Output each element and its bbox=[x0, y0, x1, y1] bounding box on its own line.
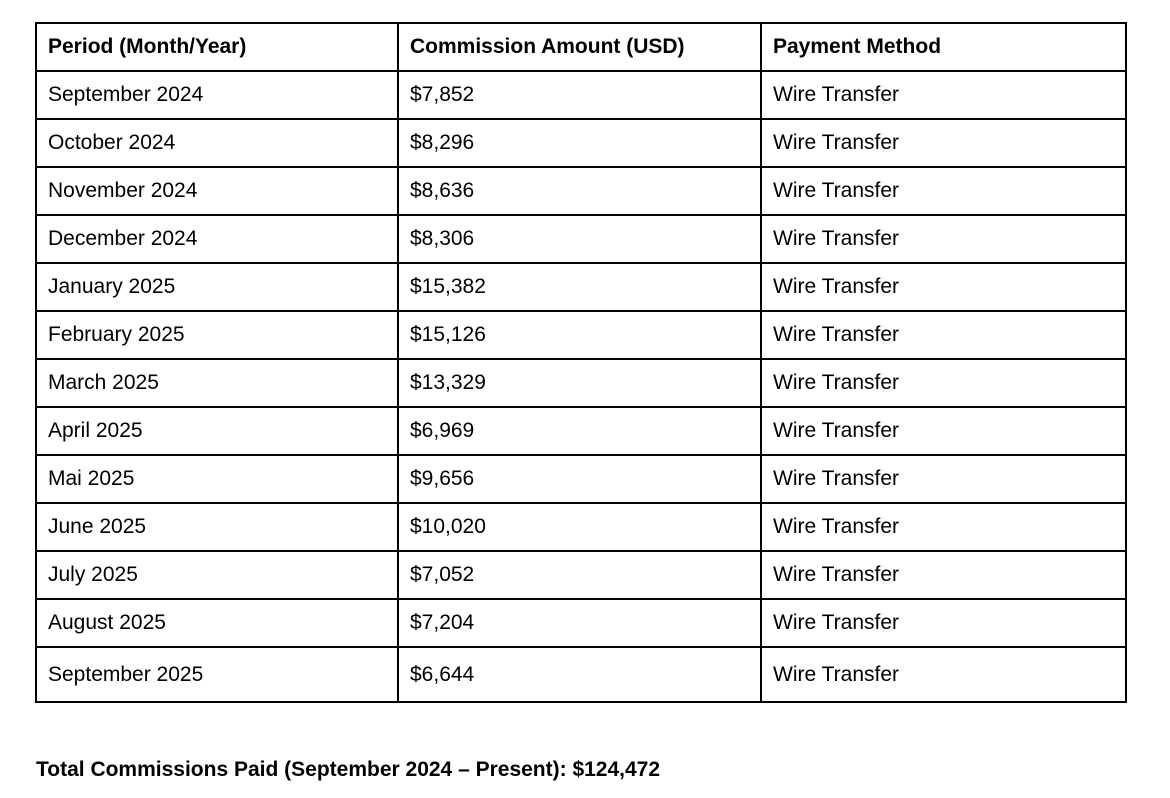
period-cell: Mai 2025 bbox=[36, 455, 398, 503]
payment-method-cell: Wire Transfer bbox=[761, 263, 1126, 311]
period-cell: December 2024 bbox=[36, 215, 398, 263]
table-row bbox=[36, 551, 1126, 599]
period-cell: September 2024 bbox=[36, 71, 398, 119]
payment-method-cell: Wire Transfer bbox=[761, 599, 1126, 647]
period-cell: November 2024 bbox=[36, 167, 398, 215]
amount-cell: $10,020 bbox=[398, 503, 761, 551]
table-row bbox=[36, 455, 1126, 503]
table-row bbox=[36, 503, 1126, 551]
total-commissions-summary: Total Commissions Paid (September 2024 – Present): $124,472 bbox=[36, 758, 661, 781]
amount-cell: $6,644 bbox=[398, 647, 761, 702]
period-cell: January 2025 bbox=[36, 263, 398, 311]
header-payment-method: Payment Method bbox=[761, 23, 1126, 71]
header-period: Period (Month/Year) bbox=[36, 23, 398, 71]
period-cell: March 2025 bbox=[36, 359, 398, 407]
header-commission-amount: Commission Amount (USD) bbox=[398, 23, 761, 71]
table-row bbox=[36, 599, 1126, 647]
payment-method-cell: Wire Transfer bbox=[761, 119, 1126, 167]
payment-method-cell: Wire Transfer bbox=[761, 311, 1126, 359]
payment-method-cell: Wire Transfer bbox=[761, 407, 1126, 455]
commission-table bbox=[35, 22, 1127, 703]
period-cell: April 2025 bbox=[36, 407, 398, 455]
table-row bbox=[36, 167, 1126, 215]
payment-method-cell: Wire Transfer bbox=[761, 647, 1126, 702]
table-row bbox=[36, 215, 1126, 263]
table-row bbox=[36, 263, 1126, 311]
payment-method-cell: Wire Transfer bbox=[761, 455, 1126, 503]
table-row bbox=[36, 119, 1126, 167]
amount-cell: $8,306 bbox=[398, 215, 761, 263]
payment-method-cell: Wire Transfer bbox=[761, 359, 1126, 407]
table-row bbox=[36, 647, 1126, 702]
table-header-row bbox=[36, 23, 1126, 71]
amount-cell: $6,969 bbox=[398, 407, 761, 455]
period-cell: September 2025 bbox=[36, 647, 398, 702]
amount-cell: $8,636 bbox=[398, 167, 761, 215]
amount-cell: $7,852 bbox=[398, 71, 761, 119]
period-cell: August 2025 bbox=[36, 599, 398, 647]
payment-method-cell: Wire Transfer bbox=[761, 503, 1126, 551]
period-cell: July 2025 bbox=[36, 551, 398, 599]
table-row bbox=[36, 359, 1126, 407]
period-cell: June 2025 bbox=[36, 503, 398, 551]
payment-method-cell: Wire Transfer bbox=[761, 215, 1126, 263]
amount-cell: $7,204 bbox=[398, 599, 761, 647]
amount-cell: $8,296 bbox=[398, 119, 761, 167]
period-cell: October 2024 bbox=[36, 119, 398, 167]
period-cell: February 2025 bbox=[36, 311, 398, 359]
table-row bbox=[36, 407, 1126, 455]
table-row bbox=[36, 311, 1126, 359]
table-row bbox=[36, 71, 1126, 119]
payment-method-cell: Wire Transfer bbox=[761, 167, 1126, 215]
payment-method-cell: Wire Transfer bbox=[761, 71, 1126, 119]
amount-cell: $13,329 bbox=[398, 359, 761, 407]
amount-cell: $9,656 bbox=[398, 455, 761, 503]
amount-cell: $15,382 bbox=[398, 263, 761, 311]
payment-method-cell: Wire Transfer bbox=[761, 551, 1126, 599]
amount-cell: $15,126 bbox=[398, 311, 761, 359]
amount-cell: $7,052 bbox=[398, 551, 761, 599]
